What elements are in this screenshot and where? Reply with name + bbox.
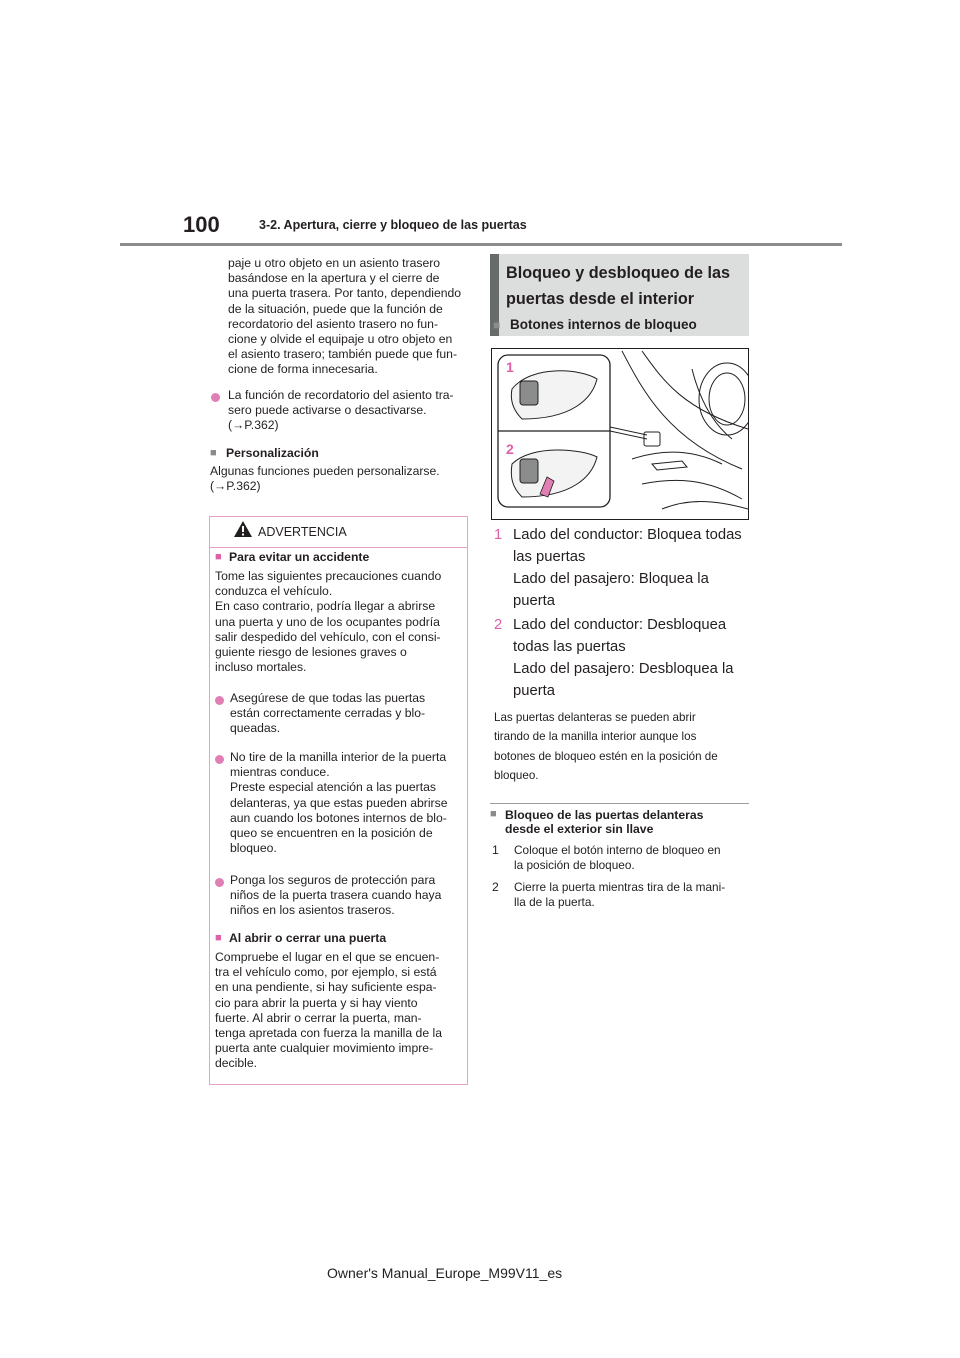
door-lock-figure (491, 348, 749, 520)
step-2-text: Cierre la puerta mientras tira de la mani- lla de la puerta. (514, 880, 726, 909)
warning-bullet-3: Ponga los seguros de protección para niños de la puerta trasera cuando haya niños en los asientos traseros. (230, 873, 442, 918)
note-text: Las puertas delanteras se pueden abrir tirando de la manilla interior aunque los botones de bloqueo estén en la posición de bloqueo. (494, 711, 718, 783)
step-number-2: 2 (492, 880, 499, 894)
bullet-icon (215, 878, 224, 887)
step-1-text: Coloque el botón interno de bloqueo en la posición de bloqueo. (514, 843, 721, 872)
step-number-1: 1 (492, 843, 499, 857)
warning-paragraph-1: Tome las siguientes precauciones cuando conduzca el vehículo. En caso contrario, podría llegar a abrirse una puerta y uno de los ocupantes podría salir despedido del vehículo, con el consi- guiente riesgo de lesiones graves o incluso mortales. (215, 569, 442, 675)
section-title: Bloqueo y desbloqueo de las puertas desde el interior (506, 264, 730, 308)
warning-heading-door: Al abrir o cerrar una puerta (229, 931, 387, 945)
figure-label-1: 1 (506, 359, 514, 375)
warning-bullet-1: Asegúrese de que todas las puertas están correctamente cerradas y blo- queadas. (230, 691, 426, 736)
header-divider (120, 243, 842, 246)
square-bullet-icon: ■ (215, 551, 222, 563)
square-bullet-icon: ■ (493, 318, 501, 332)
item-2-text: Lado del conductor: Desbloquea todas las puertas Lado del pasajero: Desbloquea la puerta (513, 617, 734, 699)
subheading-lock-buttons: Botones internos de bloqueo (510, 317, 697, 332)
bullet-icon (215, 696, 224, 705)
bullet-icon (215, 755, 224, 764)
warning-bullet-2: No tire de la manilla interior de la puerta mientras conduce. Preste especial atención a las puertas delanteras, ya que estas pueden abrirse aun cuando los botones internos de blo- queo se encuentren en la posición de bloqueo. (230, 750, 448, 856)
item-1-text: Lado del conductor: Bloquea todas las puertas Lado del pasajero: Bloquea la puerta (513, 527, 742, 609)
personalization-text: Algunas funciones pueden personalizarse. (→P.362) (210, 464, 440, 494)
reminder-bullet-text: La función de recordatorio del asiento tra- sero puede activarse o desactivarse. (→P.362) (228, 388, 454, 433)
page-number: 100 (183, 212, 220, 237)
item-number-1: 1 (494, 527, 503, 543)
intro-paragraph: paje u otro objeto en un asiento trasero basándose en la apertura y el cierre de una puerta trasera. Por tanto, dependiendo de la situación, puede que la función de recordatorio del asiento trasero no fun- cione y olvide el equipaje u otro objeto en el asiento trasero; también puede que fun- cione de forma innecesaria. (228, 256, 462, 377)
footer-text: Owner's Manual_Europe_M99V11_es (327, 1265, 563, 1281)
door-lock-illustration (492, 349, 748, 519)
square-bullet-icon: ■ (210, 447, 217, 459)
personalization-heading: Personalización (226, 446, 319, 460)
warning-divider (210, 547, 467, 548)
section-header: 3-2. Apertura, cierre y bloqueo de las puertas (259, 218, 527, 232)
bullet-icon (211, 393, 220, 402)
warning-triangle-icon (233, 520, 253, 538)
item-number-2: 2 (494, 617, 503, 633)
warning-paragraph-2: Compruebe el lugar en el que se encuen- tra el vehículo como, por ejemplo, si está en una pendiente, si hay suficiente espa- cio para abrir la puerta y si hay viento fuerte. Al abrir o cerrar la puerta, man- tenga apretada con fuerza la manilla de la puerta ante cualquier movimiento impre- decible. (215, 950, 442, 1071)
figure-label-2: 2 (506, 441, 514, 457)
subheading-exterior-lock: Bloqueo de las puertas delanteras desde el exterior sin llave (505, 808, 704, 836)
section-divider (490, 803, 749, 804)
square-bullet-icon: ■ (490, 808, 497, 820)
square-bullet-icon: ■ (215, 932, 222, 944)
warning-heading-accident: Para evitar un accidente (229, 550, 370, 564)
warning-title: ADVERTENCIA (258, 525, 347, 539)
